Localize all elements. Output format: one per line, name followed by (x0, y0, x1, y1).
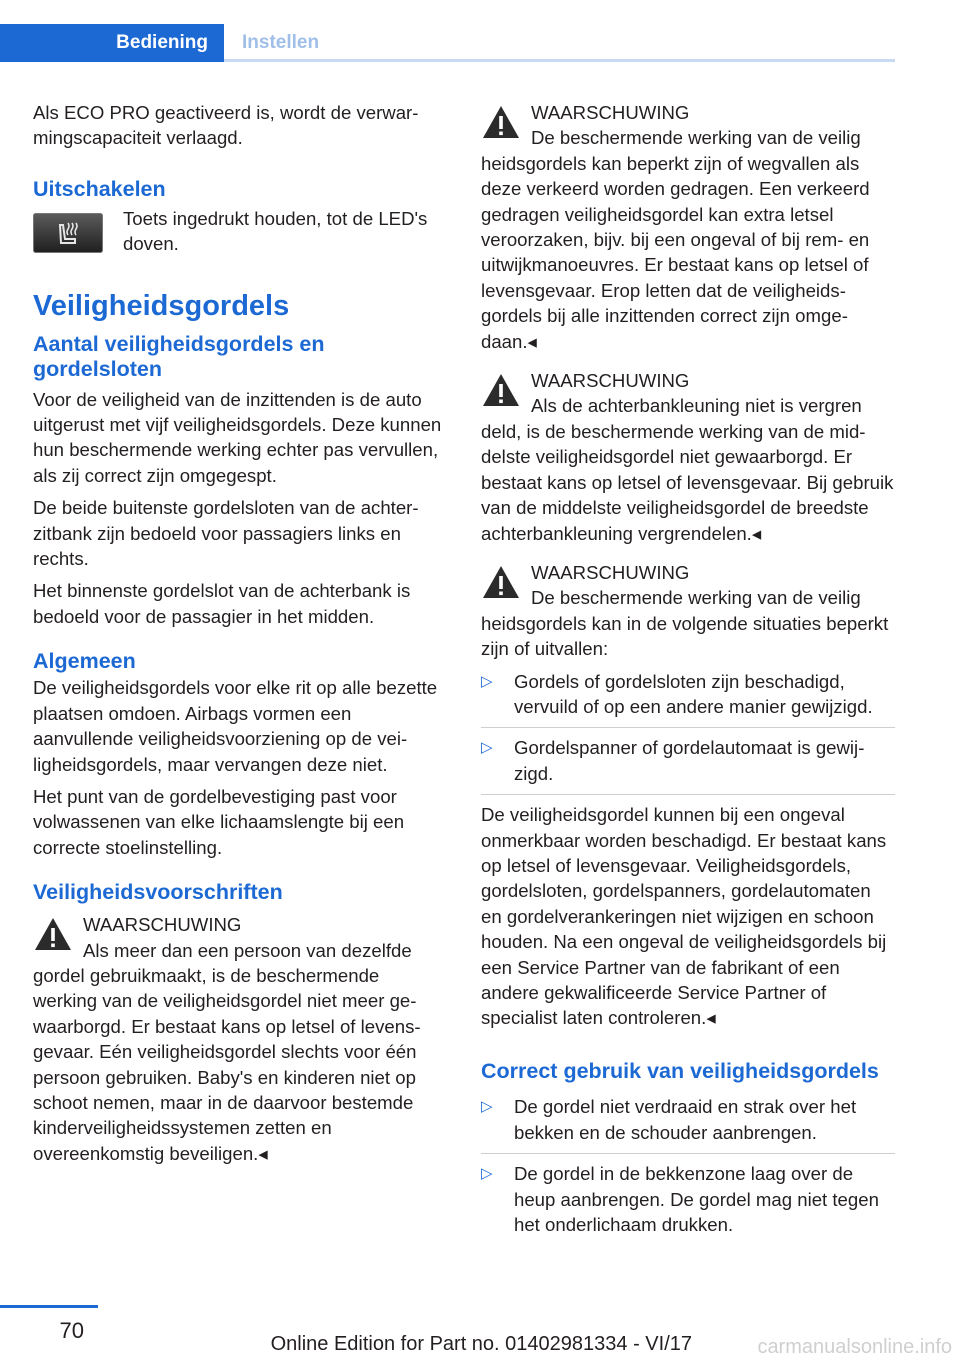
page-number: 70 (59, 1318, 84, 1343)
watermark: carmanualsonline.info (757, 1336, 952, 1358)
warning-block (481, 100, 895, 354)
warning-first-line: Als meer dan een persoon van dezelfde (83, 939, 412, 961)
seat-heating-key-row (33, 209, 447, 264)
warning-block (481, 560, 895, 1031)
warning-icon (481, 564, 521, 600)
triangle-bullet-icon: ▷ (481, 672, 493, 690)
algemeen-paragraph-1: De veiligheidsgordels voor elke rit op alle bezette plaatsen omdoen. Airbags vormen een aanvullende veiligheidsvoorziening op de veiligheidsgordels, maar vervangen deze niet. (33, 677, 438, 775)
algemeen-heading: Algemeen (33, 649, 136, 674)
correct-gebruik-heading: Correct gebruik van veiligheidsgordels (481, 1058, 879, 1083)
footer-rule (0, 1305, 98, 1308)
aantal-heading: Aantal veiligheidsgordels en gordelsloten (33, 331, 325, 382)
warning-block (481, 368, 895, 546)
aantal-paragraph-1: Voor de veiligheid van de inzittenden is de auto uitgerust met vijf veiligheidsgordels. Deze kunnen hun beschermende werking echter pas vervullen, als zij correct zijn omgegespt. (33, 388, 442, 486)
warning-block (33, 912, 447, 1166)
warning-title: WAARSCHUWING (531, 561, 690, 583)
uitschakelen-heading: Uitschakelen (33, 176, 166, 201)
algemeen-paragraph-2: Het punt van de gordelbevestiging past voor volwassenen van elke lichaamslengte bij een correcte stoelinstelling. (33, 785, 405, 858)
tab-instellen[interactable]: Instellen (242, 32, 320, 53)
warning-first-line: De beschermende werking van de veilig (531, 587, 861, 609)
uitschakelen-text: Toets ingedrukt houden, tot de LED's doven. (123, 207, 428, 255)
warning-title: WAARSCHUWING (531, 370, 690, 392)
eco-pro-intro: Als ECO PRO geactiveerd is, wordt de verwarmingscapaciteit verlaagd. (33, 102, 419, 149)
tab-bediening[interactable]: Bediening (0, 24, 224, 62)
edition-footer: Online Edition for Part no. 01402981334 - VI/17 (270, 1333, 692, 1355)
warning-title: WAARSCHUWING (83, 914, 242, 936)
left-column (33, 100, 447, 1173)
chapter-tabs (0, 0, 895, 62)
warning-icon (33, 916, 73, 952)
voorschriften-heading: Veiligheidsvoorschriften (33, 880, 283, 905)
triangle-bullet-icon: ▷ (481, 1098, 493, 1116)
triangle-bullet-icon: ▷ (481, 1165, 493, 1183)
seat-heating-button-icon (33, 213, 103, 253)
chapter-title: Veiligheidsgordels (33, 289, 290, 322)
aantal-paragraph-3: Het binnenste gordelslot van de achterbank is bedoeld voor de passagier in het midden. (33, 580, 411, 627)
correct-gebruik-list (481, 1094, 895, 1245)
warning-icon (481, 372, 521, 408)
triangle-bullet-icon: ▷ (481, 739, 493, 757)
warning-text: gordel gebruikmaakt, is de beschermende werking van de veiligheidsgordel niet meer gewaarborgd. Er bestaat kans op letsel of levensgevaar. Eén veiligheidsgordel slechts voor één persoon gebruiken. Baby's en kinderen niet op schoot nemen, maar in de daarvoor bestemde kinderveiligheidssystemen zetten en overeenkomstig beveiligen.◂ (33, 964, 421, 1164)
warning-situations-list (481, 669, 895, 796)
warning-first-line: De beschermende werking van de veilig (531, 127, 861, 149)
right-column (481, 100, 895, 1252)
list-item: ▷ De gordel in de bekkenzone laag over de heup aanbrengen. De gordel mag niet tegen het onderlichaam drukken. (481, 1163, 879, 1235)
tab-divider (224, 59, 895, 62)
list-item: ▷ Gordelspanner of gordelautomaat is gewijzigd. (481, 735, 895, 795)
list-item: ▷ Gordels of gordelsloten zijn beschadigd, vervuild of op een andere manier gewijzigd. (481, 669, 895, 729)
aantal-paragraph-2: De beide buitenste gordelsloten van de achterzitbank zijn bedoeld voor passagiers links en rechts. (33, 497, 419, 570)
list-item: ▷ De gordel niet verdraaid en strak over het bekken en de schouder aanbrengen. (481, 1094, 895, 1154)
warning-text: heidsgordels kan in de volgende situaties beperkt zijn of uitvallen: (481, 612, 889, 660)
warning-first-line: Als de achterbankleuning niet is vergren (531, 395, 862, 417)
warning-title: WAARSCHUWING (531, 102, 690, 123)
warning-icon (481, 104, 521, 140)
warning-text: heidsgordels kan beperkt zijn of wegvallen als deze verkeerd worden gedragen. Een verkeerd gedragen veiligheidsgordel kan extra letsel veroorzaken, bijv. bij een ongeval of bij rem- en uitwijkmanoeuvres. Er bestaat kans op letsel of levensgevaar. Erop letten dat de veiligheidsgordels bij alle inzittenden correct zijn omgedaan.◂ (481, 152, 870, 352)
warning-text: deld, is de beschermende werking van de middelste veiligheidsgordel niet gewaarborgd. Er bestaat kans op letsel of levensgevaar. Bij gebruik van de middelste veiligheidsgordel de breedste achterbankleuning vergrendelen.◂ (481, 420, 894, 544)
warning-text-continued: De veiligheidsgordel kunnen bij een ongeval onmerkbaar worden beschadigd. Er bestaat kans op letsel of levensgevaar. Veiligheidsgordels, gordelsloten, gordelspanners, gordelautomaten en gordelverankeringen niet wijzigen en schoon houden. Na een ongeval de veiligheidsgordels bij een Service Partner van de fabrikant of een andere gekwalificeerde Service Partner of specialist laten controleren.◂ (481, 804, 887, 1029)
